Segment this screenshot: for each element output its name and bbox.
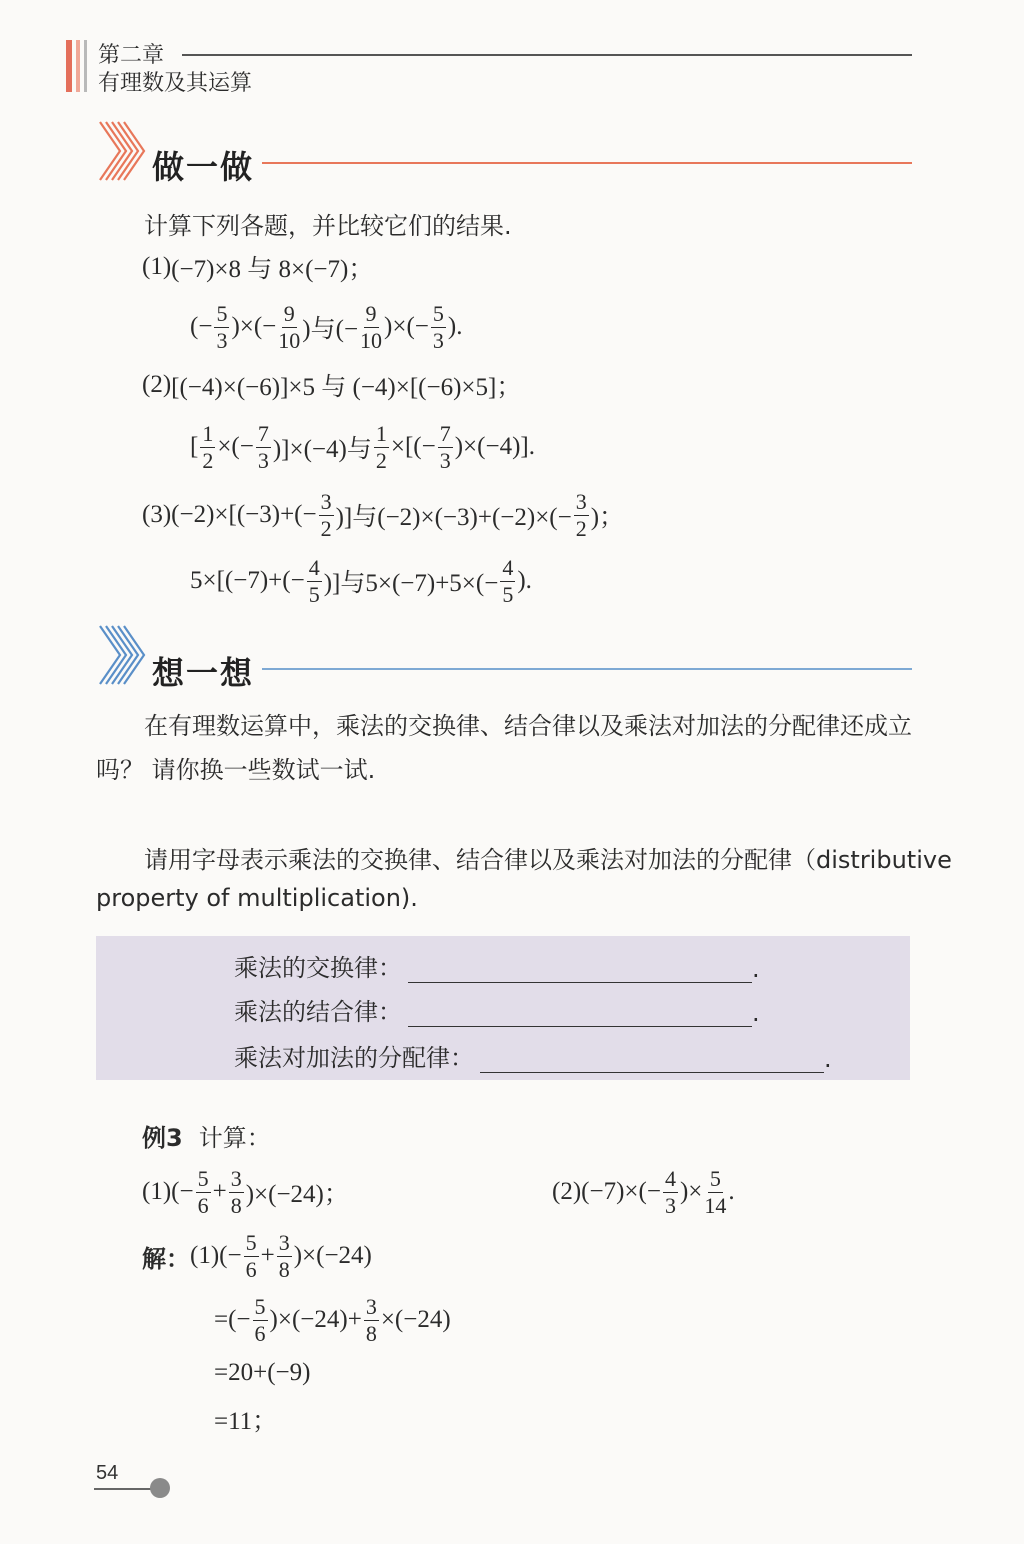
page-number: 54 — [96, 1462, 119, 1484]
expr-text: ). — [447, 313, 463, 340]
problem-expression: [(−4)×(−6)]×5 与 (−4)×[(−6)×5]； — [171, 374, 522, 401]
fraction: $\frac{1}{2}$ — [202, 420, 214, 473]
fraction: $\frac{5}{6}$ — [197, 1165, 209, 1218]
think-text-line1: 在有理数运算中，乘法的交换律、结合律以及乘法对加法的分配律还成立 — [144, 712, 912, 740]
think-section-title: 想一想 — [152, 654, 255, 692]
fraction: $\frac{3}{8}$ — [278, 1229, 290, 1282]
header-rule — [182, 54, 912, 56]
expr-text: ×(− — [217, 433, 254, 460]
fraction: $\frac{7}{3}$ — [439, 420, 451, 473]
chapter-title: 有理数及其运算 — [98, 71, 253, 96]
expr-text: ×(−24) — [380, 1306, 451, 1333]
example-label: 例3 — [142, 1124, 183, 1152]
footer-rule — [94, 1488, 154, 1490]
problem-2a — [142, 368, 521, 402]
solution-step-3: =20+(−9) — [214, 1359, 311, 1386]
expr-text: (−7)×(− — [581, 1178, 661, 1205]
solution-step-4: =11； — [214, 1408, 278, 1435]
problem-3b — [190, 554, 532, 608]
expr-text: )×(− — [384, 313, 429, 340]
do-section-title: 做一做 — [152, 148, 255, 186]
page-dot-icon — [150, 1478, 170, 1498]
expr-text: )]×(−4)与 — [272, 436, 372, 463]
expr-text: )]与(−2)×(−3)+(−2)×(− — [335, 504, 572, 531]
fraction: $\frac{1}{2}$ — [375, 420, 387, 473]
fraction: $\frac{4}{5}$ — [308, 554, 320, 607]
expr-text: ). — [517, 567, 532, 594]
expr-text: + — [212, 1178, 227, 1205]
laws-box — [96, 936, 910, 1080]
fraction: $\frac{5}{14}$ — [704, 1165, 727, 1218]
letters-para-line2: property of multiplication). — [96, 884, 418, 912]
distributive-row — [234, 1038, 832, 1073]
expr-text: )×(− — [231, 313, 277, 340]
example-heading — [142, 1118, 271, 1153]
expr-text: )与(− — [302, 316, 359, 343]
fraction: $\frac{5}{3}$ — [432, 300, 444, 353]
fraction: $\frac{9}{10}$ — [278, 300, 301, 353]
expr-text: )×(−4)]. — [454, 433, 535, 460]
do-intro: 计算下列各题，并比较它们的结果. — [144, 212, 512, 240]
expr-text: )]与5×(−7)+5×(− — [323, 570, 499, 597]
associative-row — [234, 992, 760, 1027]
fraction: $\frac{5}{6}$ — [245, 1229, 257, 1282]
expr-text: )×(−24)+ — [269, 1306, 362, 1333]
commutative-label: 乘法的交换律： — [234, 954, 402, 982]
chapter-bar-icon — [66, 40, 72, 92]
expr-text: )×(−24)； — [245, 1181, 349, 1208]
chapter-bar-icon-2 — [76, 40, 80, 92]
fraction: $\frac{4}{3}$ — [664, 1165, 676, 1218]
problem-label: (1) — [142, 1178, 172, 1205]
problem-1b — [190, 300, 462, 354]
fraction: $\frac{3}{2}$ — [575, 488, 587, 541]
chapter-number: 第二章 — [98, 43, 165, 68]
problem-2b — [190, 420, 535, 474]
problem-label: (2) — [552, 1178, 582, 1205]
fraction: $\frac{9}{10}$ — [360, 300, 383, 353]
example-task: 计算： — [198, 1124, 271, 1152]
fraction: $\frac{5}{3}$ — [216, 300, 228, 353]
expr-text: (− — [219, 1242, 242, 1269]
expr-text: (− — [171, 1178, 194, 1205]
fraction: $\frac{7}{3}$ — [257, 420, 269, 473]
period: . — [752, 955, 760, 983]
problem-expression: (−7)×8 与 8×(−7)； — [171, 256, 374, 283]
chapter-bar-icon-3 — [84, 40, 87, 92]
problem-3a — [142, 488, 624, 542]
expr-text: )× — [679, 1178, 703, 1205]
associative-label: 乘法的结合律： — [234, 998, 402, 1026]
expr-text: + — [260, 1242, 275, 1269]
commutative-row — [234, 948, 760, 983]
solution-step-1 — [142, 1228, 372, 1284]
distributive-label: 乘法对加法的分配律： — [234, 1044, 474, 1072]
period: . — [752, 999, 760, 1027]
chevron-arrows-icon — [96, 120, 148, 182]
period: . — [824, 1045, 832, 1073]
expr-text: )×(−24) — [293, 1242, 372, 1269]
distributive-blank[interactable] — [480, 1050, 824, 1073]
solution-step-2 — [214, 1292, 451, 1348]
think-text-line2: 吗？ 请你换一些数试一试. — [96, 756, 376, 784]
associative-blank[interactable] — [408, 1004, 752, 1027]
problem-label: (1) — [142, 253, 172, 280]
expr-text: [ — [190, 433, 199, 460]
chevron-arrows-icon — [96, 624, 148, 686]
letters-para-line1: 请用字母表示乘法的交换律、结合律以及乘法对加法的分配律（distributive — [144, 846, 952, 874]
fraction: $\frac{3}{8}$ — [230, 1165, 242, 1218]
think-section-rule — [262, 668, 912, 670]
fraction: $\frac{5}{6}$ — [254, 1293, 266, 1346]
fraction: $\frac{3}{2}$ — [320, 488, 332, 541]
solution-label: 解： — [142, 1244, 190, 1273]
expr-text: ×[(− — [390, 433, 436, 460]
example-question-2 — [552, 1164, 735, 1220]
example-question-1 — [142, 1164, 349, 1220]
expr-text: =(− — [214, 1306, 251, 1333]
do-section-rule — [262, 162, 912, 164]
fraction: $\frac{3}{8}$ — [365, 1293, 377, 1346]
expr-text: . — [728, 1178, 735, 1205]
problem-label: (3) — [142, 501, 172, 528]
fraction: $\frac{4}{5}$ — [502, 554, 514, 607]
problem-label: (1) — [190, 1242, 220, 1269]
commutative-blank[interactable] — [408, 960, 752, 983]
expr-text: )； — [590, 504, 625, 531]
expr-text: (−2)×[(−3)+(− — [171, 501, 317, 528]
expr-text: (− — [190, 313, 213, 340]
problem-label: (2) — [142, 371, 172, 398]
problem-1a — [142, 250, 373, 284]
expr-text: 5×[(−7)+(− — [190, 567, 305, 594]
